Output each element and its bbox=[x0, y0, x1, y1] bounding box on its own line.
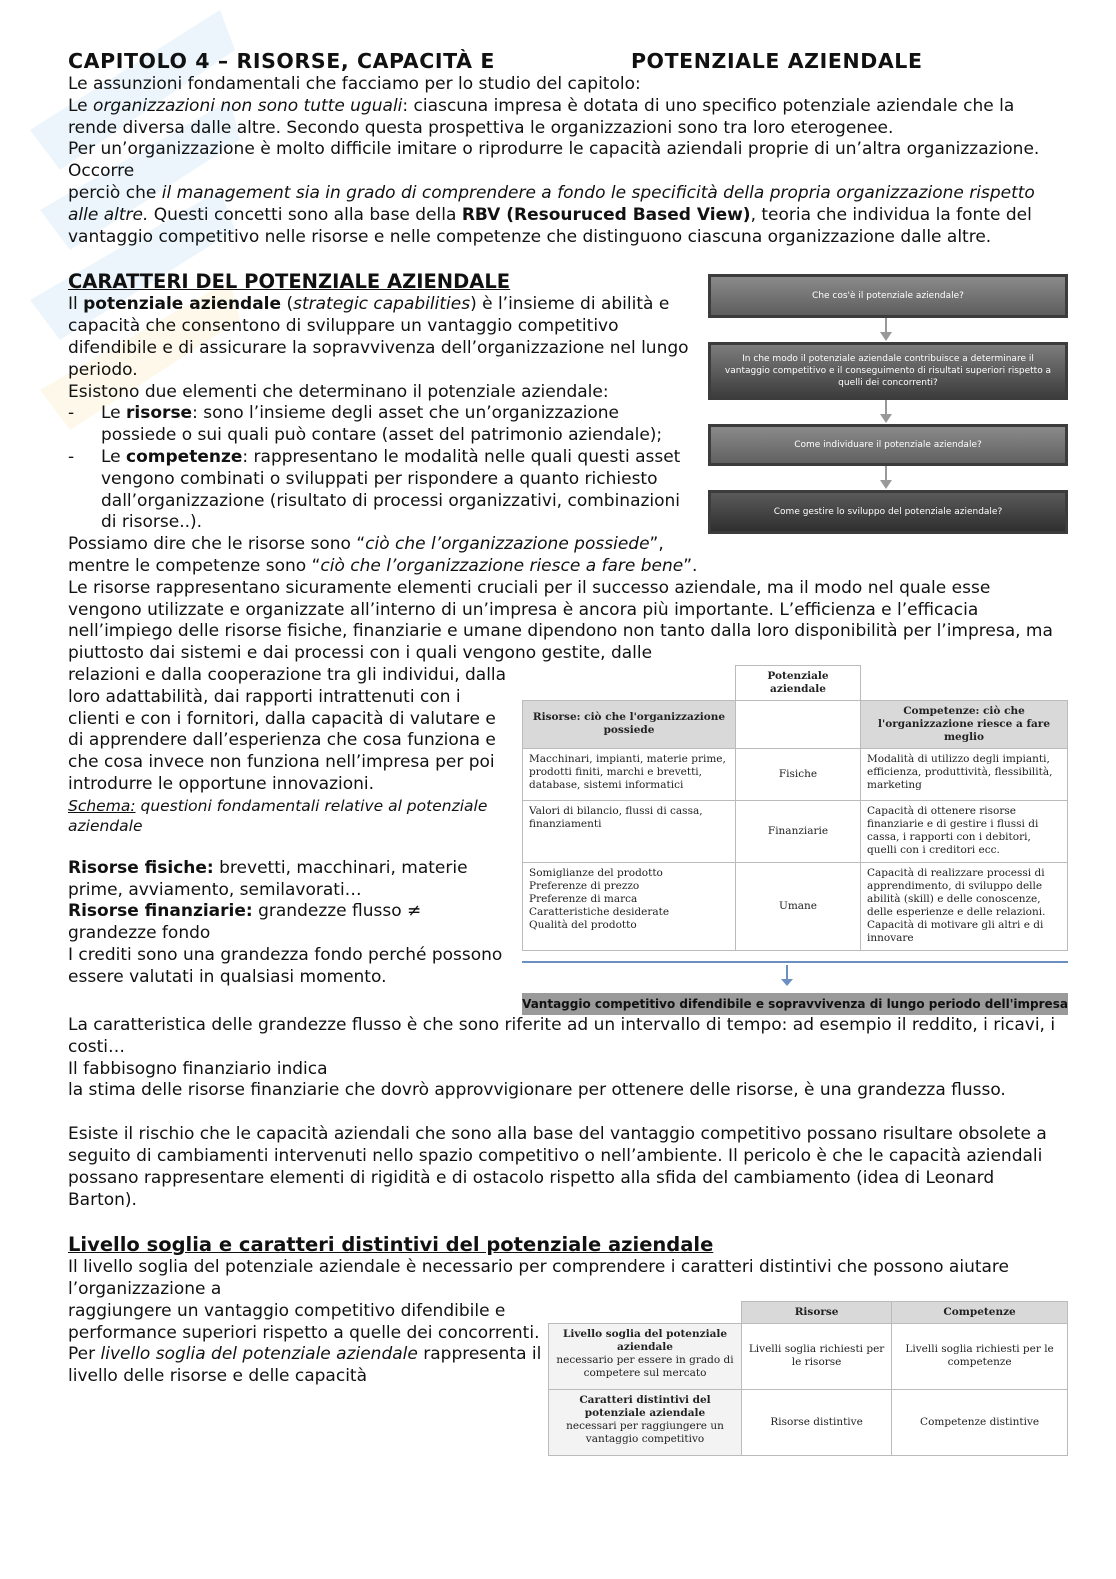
table-cell: Capacità di realizzare processi di apprendimento, di sviluppo delle abilità (skill) e delle conoscenze, delle esperienze e delle relazioni. Capacità di motivare gli altri e di innovare bbox=[861, 862, 1068, 950]
table-row bbox=[549, 1389, 1068, 1455]
capabilities-table bbox=[522, 665, 1068, 951]
table-cell: Livelli soglia richiesti per le competenze bbox=[892, 1323, 1068, 1389]
table-footer: Vantaggio competitivo difendibile e sopravvivenza di lungo periodo dell'impresa bbox=[522, 993, 1068, 1015]
table-cell: Competenze distintive bbox=[892, 1389, 1068, 1455]
table-row bbox=[523, 748, 1068, 800]
table-cell: Valori di bilancio, flussi di cassa, finanziamenti bbox=[523, 800, 736, 862]
table-cell: Fisiche bbox=[736, 748, 861, 800]
flow-step: In che modo il potenziale aziendale contribuisce a determinare il vantaggio competitivo e il conseguimento di risultati superiori rispetto a quelli dei concorrenti? bbox=[708, 342, 1068, 400]
table-row bbox=[549, 1323, 1068, 1389]
table-cell: Risorse distintive bbox=[742, 1389, 892, 1455]
arrow-down-icon bbox=[708, 318, 1068, 342]
paragraph: Per livello soglia del potenziale aziendale rappresenta il livello delle risorse e delle capacità bbox=[68, 1344, 542, 1387]
paragraph: Risorse finanziarie: grandezze flusso ≠ grandezze fondo bbox=[68, 901, 422, 944]
table-cell: Livello soglia del potenziale aziendale necessario per essere in grado di competere sul mercato bbox=[549, 1323, 742, 1389]
definition-paragraph: Il potenziale aziendale (strategic capabilities) è l’insieme di abilità e capacità che consentono di sviluppare un vantaggio competitivo difendibile e di assicurare la sopravvivenza dell’organizzazione nel lungo periodo. bbox=[68, 294, 689, 380]
flow-step: Come gestire lo sviluppo del potenziale aziendale? bbox=[708, 490, 1068, 534]
table-row bbox=[523, 800, 1068, 862]
table-header: Risorse: ciò che l'organizzazione possiede bbox=[523, 700, 736, 748]
paragraph: Il fabbisogno finanziario indica bbox=[68, 1058, 328, 1079]
schema-caption: Schema: questioni fondamentali relative al potenziale aziendale bbox=[68, 796, 488, 835]
elements-list bbox=[68, 403, 1068, 534]
connector-line bbox=[522, 961, 1068, 975]
capabilities-table-figure bbox=[522, 665, 1068, 1015]
paragraph: Esistono due elementi che determinano il potenziale aziendale: bbox=[68, 381, 609, 402]
table-header: Potenziale aziendale bbox=[736, 665, 861, 700]
table-cell: Finanziarie bbox=[736, 800, 861, 862]
paragraph: Possiamo dire che le risorse sono “ciò che l’organizzazione possiede”, mentre le competenze sono “ciò che l’organizzazione riesce a fare bene”. bbox=[68, 534, 698, 576]
intro-paragraph: Le organizzazioni non sono tutte uguali: ciascuna impresa è dotata di uno specifico potenziale aziendale che la rende diversa dalle altre. Secondo questa prospettiva le organizzazioni sono tra loro eterogenee. bbox=[68, 95, 1015, 138]
table-cell: Somiglianze del prodotto Preferenze di prezzo Preferenze di marca Caratteristiche desiderate Qualità del prodotto bbox=[523, 862, 736, 950]
arrow-down-icon bbox=[781, 979, 793, 986]
paragraph: relazioni e dalla cooperazione tra gli individui, dalla loro adattabilità, dai rapporti intrattenuti con i clienti e con i fornitori, dalla capacità di valutare e di apprendere dall’esperienza che cosa funziona e che cosa invece non funziona nell’impresa per poi introdurre le opportune innovazioni. bbox=[68, 664, 507, 794]
table-cell: Livelli soglia richiesti per le risorse bbox=[742, 1323, 892, 1389]
flow-step: Come individuare il potenziale aziendale? bbox=[708, 424, 1068, 466]
table-cell: Macchinari, impianti, materie prime, prodotti finiti, marchi e brevetti, database, sistemi informatici bbox=[523, 748, 736, 800]
table-cell: Caratteri distintivi del potenziale aziendale necessari per raggiungere un vantaggio competitivo bbox=[549, 1389, 742, 1455]
list-item: - Le competenze: rappresentano le modalità nelle quali questi asset vengono combinati o sviluppati per rispondere a quanto richiesto dall’organizzazione (risultato di processi organizzativi, combinazioni di risorse..). bbox=[68, 447, 1068, 534]
paragraph: la stima delle risorse finanziarie che dovrò approvvigionare per ottenere delle risorse, è una grandezza flusso. bbox=[68, 1080, 1006, 1101]
intro-paragraph: perciò che il management sia in grado di comprendere a fondo le specificità della propria organizzazione rispetto alle altre. Questi concetti sono alla base della RBV (Resouruced Based View), teoria che individua la fonte del vantaggio competitivo nelle risorse e nelle competenze che distinguono ciascuna organizzazione dalle altre. bbox=[68, 182, 1035, 247]
threshold-table bbox=[548, 1301, 1068, 1456]
table-cell: Capacità di ottenere risorse finanziarie e di gestire i flussi di cassa, i rapporti con i debitori, quelli con i creditori ecc. bbox=[861, 800, 1068, 862]
table-header: Competenze bbox=[892, 1301, 1068, 1323]
table-row bbox=[523, 862, 1068, 950]
page-title: CAPITOLO 4 – RISORSE, CAPACITÀ E POTENZIALE AZIENDALE bbox=[68, 49, 923, 73]
paragraph: raggiungere un vantaggio competitivo difendibile e performance superiori rispetto a quelle dei concorrenti. bbox=[68, 1300, 540, 1343]
flow-step: Che cos'è il potenziale aziendale? bbox=[708, 274, 1068, 318]
paragraph: La caratteristica delle grandezze flusso è che sono riferite ad un intervallo di tempo: ad esempio il reddito, i ricavi, i costi… bbox=[68, 1014, 1056, 1057]
paragraph: Le risorse rappresentano sicuramente elementi cruciali per il successo aziendale, ma il modo nel quale esse vengono utilizzate e organizzate all’interno di un’impresa è ancora più importante. L’efficienza e l’efficacia nell’impiego delle risorse fisiche, finanziarie e umane dipendono non tanto dalla loro disponibilità per l’impresa, ma piuttosto dai sistemi e dai processi con i quali vengono gestite, dalle bbox=[68, 577, 1053, 664]
table-cell: Modalità di utilizzo degli impianti, efficienza, produttività, flessibilità, marketing bbox=[861, 748, 1068, 800]
intro-line: Le assunzioni fondamentali che facciamo per lo studio del capitolo: bbox=[68, 74, 641, 94]
table-header: Competenze: ciò che l'organizzazione riesce a fare meglio bbox=[861, 700, 1068, 748]
paragraph: Esiste il rischio che le capacità aziendali che sono alla base del vantaggio competitivo possano risultare obsolete a seguito di cambiamenti intervenuti nello spazio competitivo o nell’ambiente. Il pericolo è che le capacità aziendali possano rappresentare elementi di rigidità e di ostacolo rispetto alla sfida del cambiamento (idea di Leonard Barton). bbox=[68, 1124, 1047, 1210]
section-heading: CARATTERI DEL POTENZIALE AZIENDALE bbox=[68, 270, 511, 294]
paragraph: Risorse fisiche: brevetti, macchinari, materie prime, avviamento, semilavorati… bbox=[68, 857, 468, 900]
paragraph: I crediti sono una grandezza fondo perché possono essere valutati in qualsiasi momento. bbox=[68, 944, 503, 987]
section-heading: Livello soglia e caratteri distintivi del potenziale aziendale bbox=[68, 1233, 714, 1257]
list-item: - Le risorse: sono l’insieme degli asset che un’organizzazione possiede o sui quali può contare (asset del patrimonio aziendale); bbox=[68, 403, 1068, 447]
intro-paragraph: Per un’organizzazione è molto difficile imitare o riprodurre le capacità aziendali proprie di un’altra organizzazione. Occorre bbox=[68, 139, 1040, 182]
paragraph: Il livello soglia del potenziale aziendale è necessario per comprendere i caratteri distintivi che possono aiutare l’organizzazione a bbox=[68, 1257, 1010, 1300]
table-header: Risorse bbox=[742, 1301, 892, 1323]
table-cell: Umane bbox=[736, 862, 861, 950]
